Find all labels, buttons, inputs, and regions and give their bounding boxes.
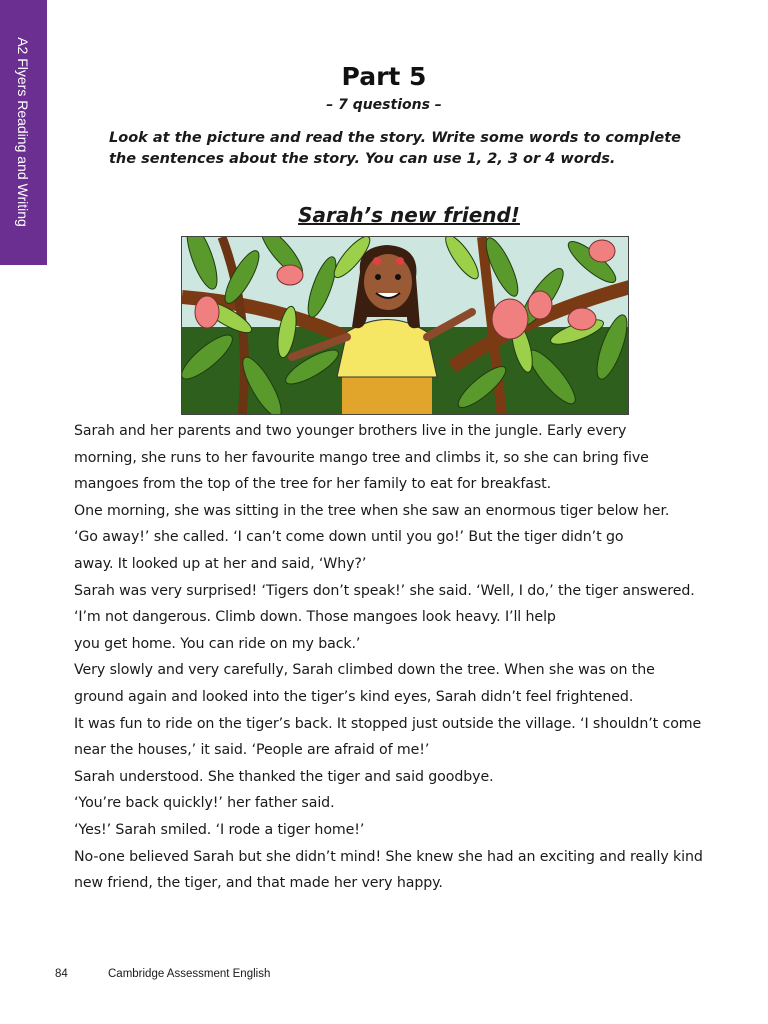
story-line: ‘I’m not dangerous. Climb down. Those mangoes look heavy. I’ll help	[74, 609, 556, 626]
story-line: One morning, she was sitting in the tree when she saw an enormous tiger below her.	[74, 502, 670, 519]
instructions-line: the sentences about the story. You can use 1, 2, 3 or 4 words.	[109, 151, 616, 167]
side-tab-label: A2 Flyers Reading and Writing	[15, 37, 31, 227]
story-line: ‘You’re back quickly!’ her father said.	[74, 795, 335, 812]
story-line: mangoes from the top of the tree for her family to eat for breakfast.	[74, 476, 551, 493]
story-line: new friend, the tiger, and that made her very happy.	[74, 875, 443, 892]
instructions-line: Look at the picture and read the story. Write some words to complete	[109, 130, 681, 146]
story-line: near the houses,’ it said. ‘People are afraid of me!’	[74, 742, 430, 759]
footer-organisation: Cambridge Assessment English	[108, 968, 271, 980]
page-number: 84	[55, 968, 68, 980]
story-line: ground again and looked into the tiger’s kind eyes, Sarah didn’t feel frightened.	[74, 688, 634, 705]
story-line: Sarah and her parents and two younger brothers live in the jungle. Early every	[74, 423, 627, 439]
story-line: you get home. You can ride on my back.’	[74, 635, 361, 652]
part-subtitle: – 7 questions –	[326, 97, 442, 113]
part-title: Part 5	[341, 62, 427, 91]
story-line: ‘Yes!’ Sarah smiled. ‘I rode a tiger home!’	[74, 821, 365, 838]
story-line: ‘Go away!’ she called. ‘I can’t come down until you go!’ But the tiger didn’t go	[74, 529, 624, 546]
story-line: Sarah was very surprised! ‘Tigers don’t speak!’ she said. ‘Well, I do,’ the tiger answered.	[74, 582, 695, 599]
story-line: No-one believed Sarah but she didn’t mind! She knew she had an exciting and really kind	[74, 848, 703, 865]
story-title: Sarah’s new friend!	[298, 203, 520, 227]
story-line: Very slowly and very carefully, Sarah climbed down the tree. When she was on the	[74, 662, 655, 679]
story-line: Sarah understood. She thanked the tiger and said goodbye.	[74, 768, 494, 785]
story-line: It was fun to ride on the tiger’s back. It stopped just outside the village. ‘I shouldn’t come	[74, 715, 702, 732]
story-line: away. It looked up at her and said, ‘Why?’	[74, 555, 367, 572]
story-line: morning, she runs to her favourite mango tree and climbs it, so she can bring five	[74, 449, 649, 466]
story-illustration	[181, 236, 629, 415]
instructions	[109, 128, 719, 170]
jungle-girl-illustration	[182, 237, 629, 415]
story-text	[74, 418, 724, 897]
